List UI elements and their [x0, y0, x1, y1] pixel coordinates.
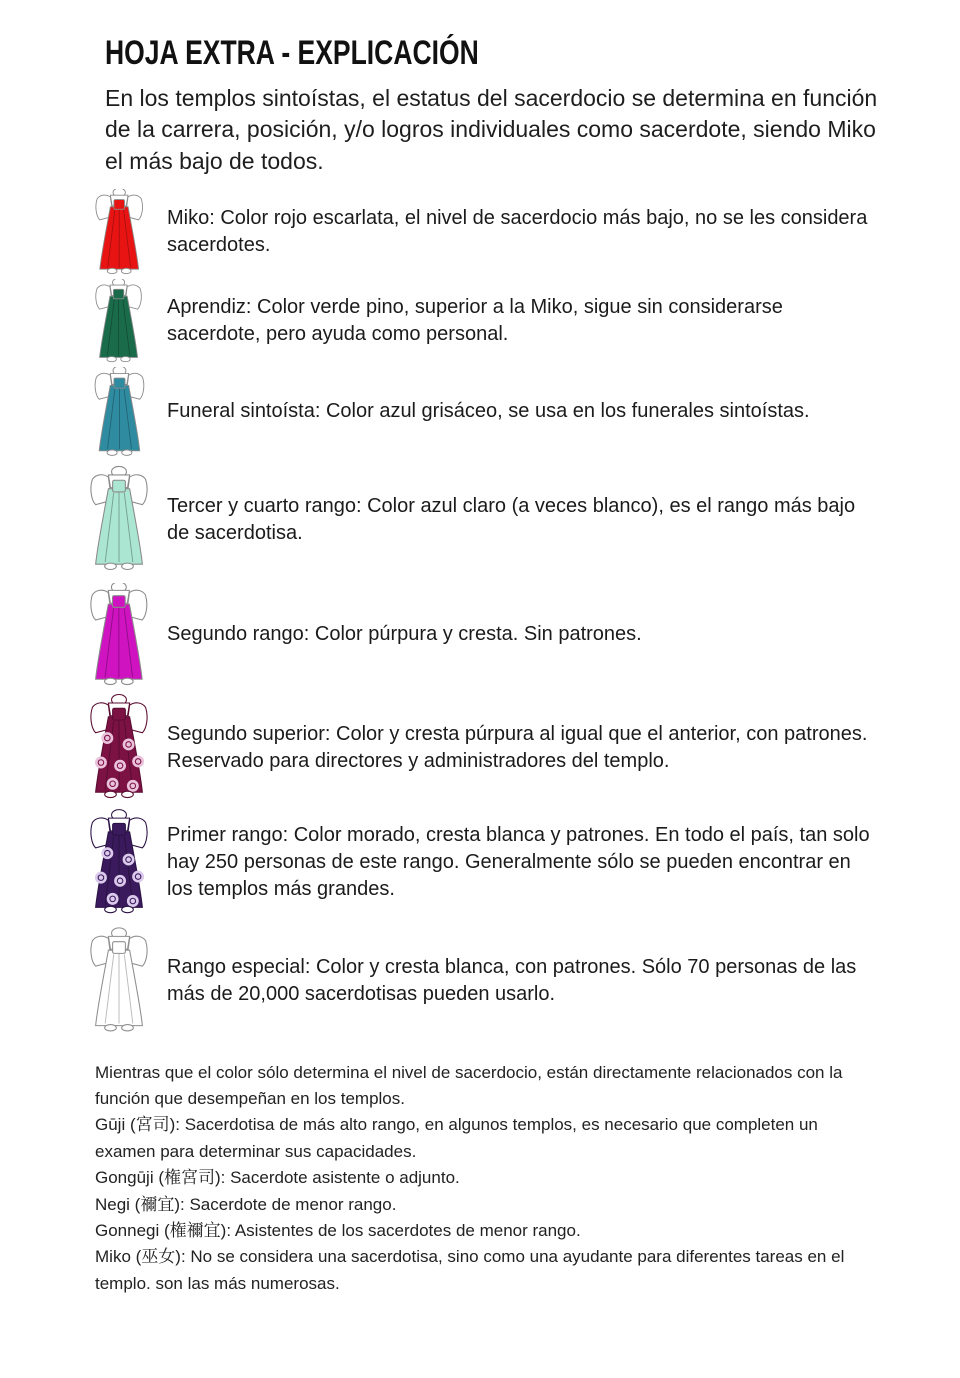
robe-primer-icon	[85, 807, 153, 919]
list-item-primer-rango	[85, 807, 885, 919]
list-item-rango-especial	[85, 919, 885, 1044]
robe-segundo-superior-icon	[85, 689, 153, 807]
robe-aprendiz-icon	[85, 277, 153, 365]
list-item-segundo-superior	[85, 689, 885, 807]
list-item-tercer-y-cuarto-rango	[85, 459, 885, 581]
footer-line-1: Mientras que el color sólo determina el nivel de sacerdocio, están directamente relacionados con la función que desempeñan en los templos.	[95, 1062, 843, 1109]
footer-line-5: Gonnegi (権禰宜): Asistentes de los sacerdotes de menor rango.	[95, 1220, 581, 1240]
footer-line-4: Negi (禰宜): Sacerdote de menor rango.	[95, 1194, 397, 1214]
rank-description: Segundo rango: Color púrpura y cresta. Sin patrones.	[167, 623, 642, 646]
rank-description: Miko: Color rojo escarlata, el nivel de sacerdocio más bajo, no se les considera sacerdotes.	[167, 206, 868, 256]
robe-segundo-icon	[85, 581, 153, 689]
footer-line-2: Gūji (宮司): Sacerdotisa de más alto rango, en algunos templos, es necesario que completen un examen para determinar sus capacidades.	[95, 1115, 818, 1161]
list-item-miko	[85, 187, 885, 277]
rank-description: Segundo superior: Color y cresta púrpura al igual que el anterior, con patrones. Reservado para directores y administradores del templo.	[167, 722, 868, 772]
page-title: HOJA EXTRA - EXPLICACIÓN	[105, 34, 479, 72]
list-item-funeral-sintoista	[85, 365, 885, 459]
footer-line-6: Miko (巫女): No se considera una sacerdotisa, sino como una ayudante para diferentes tareas en el templo. son las más numerosas.	[95, 1247, 845, 1293]
intro-paragraph: En los templos sintoístas, el estatus del sacerdocio se determina en función de la carrera, posición, y/o logros individuales como sacerdote, siendo Miko el más bajo de todos.	[105, 85, 878, 174]
robe-tercer-cuarto-icon	[85, 459, 153, 581]
robe-miko-icon	[85, 187, 153, 277]
robe-funeral-icon	[85, 365, 153, 459]
rank-description: Aprendiz: Color verde pino, superior a la Miko, sigue sin considerarse sacerdote, pero ayuda como personal.	[167, 295, 783, 345]
rank-description: Funeral sintoísta: Color azul grisáceo, se usa en los funerales sintoístas.	[167, 400, 810, 423]
robe-especial-icon	[85, 919, 153, 1044]
footer-line-3: Gongūji (権宮司): Sacerdote asistente o adjunto.	[95, 1168, 460, 1188]
rank-list	[85, 187, 885, 1044]
list-item-aprendiz	[85, 277, 885, 365]
footer-notes	[95, 1060, 881, 1297]
rank-description: Rango especial: Color y cresta blanca, con patrones. Sólo 70 personas de las más de 20,000 sacerdotisas pueden usarlo.	[167, 956, 857, 1006]
rank-description: Primer rango: Color morado, cresta blanca y patrones. En todo el país, tan solo hay 250 personas de este rango. Generalmente sólo se pueden encontrar en los templos más grandes.	[167, 824, 870, 901]
rank-description: Tercer y cuarto rango: Color azul claro (a veces blanco), es el rango más bajo de sacerdotisa.	[167, 494, 856, 544]
list-item-segundo-rango	[85, 581, 885, 689]
